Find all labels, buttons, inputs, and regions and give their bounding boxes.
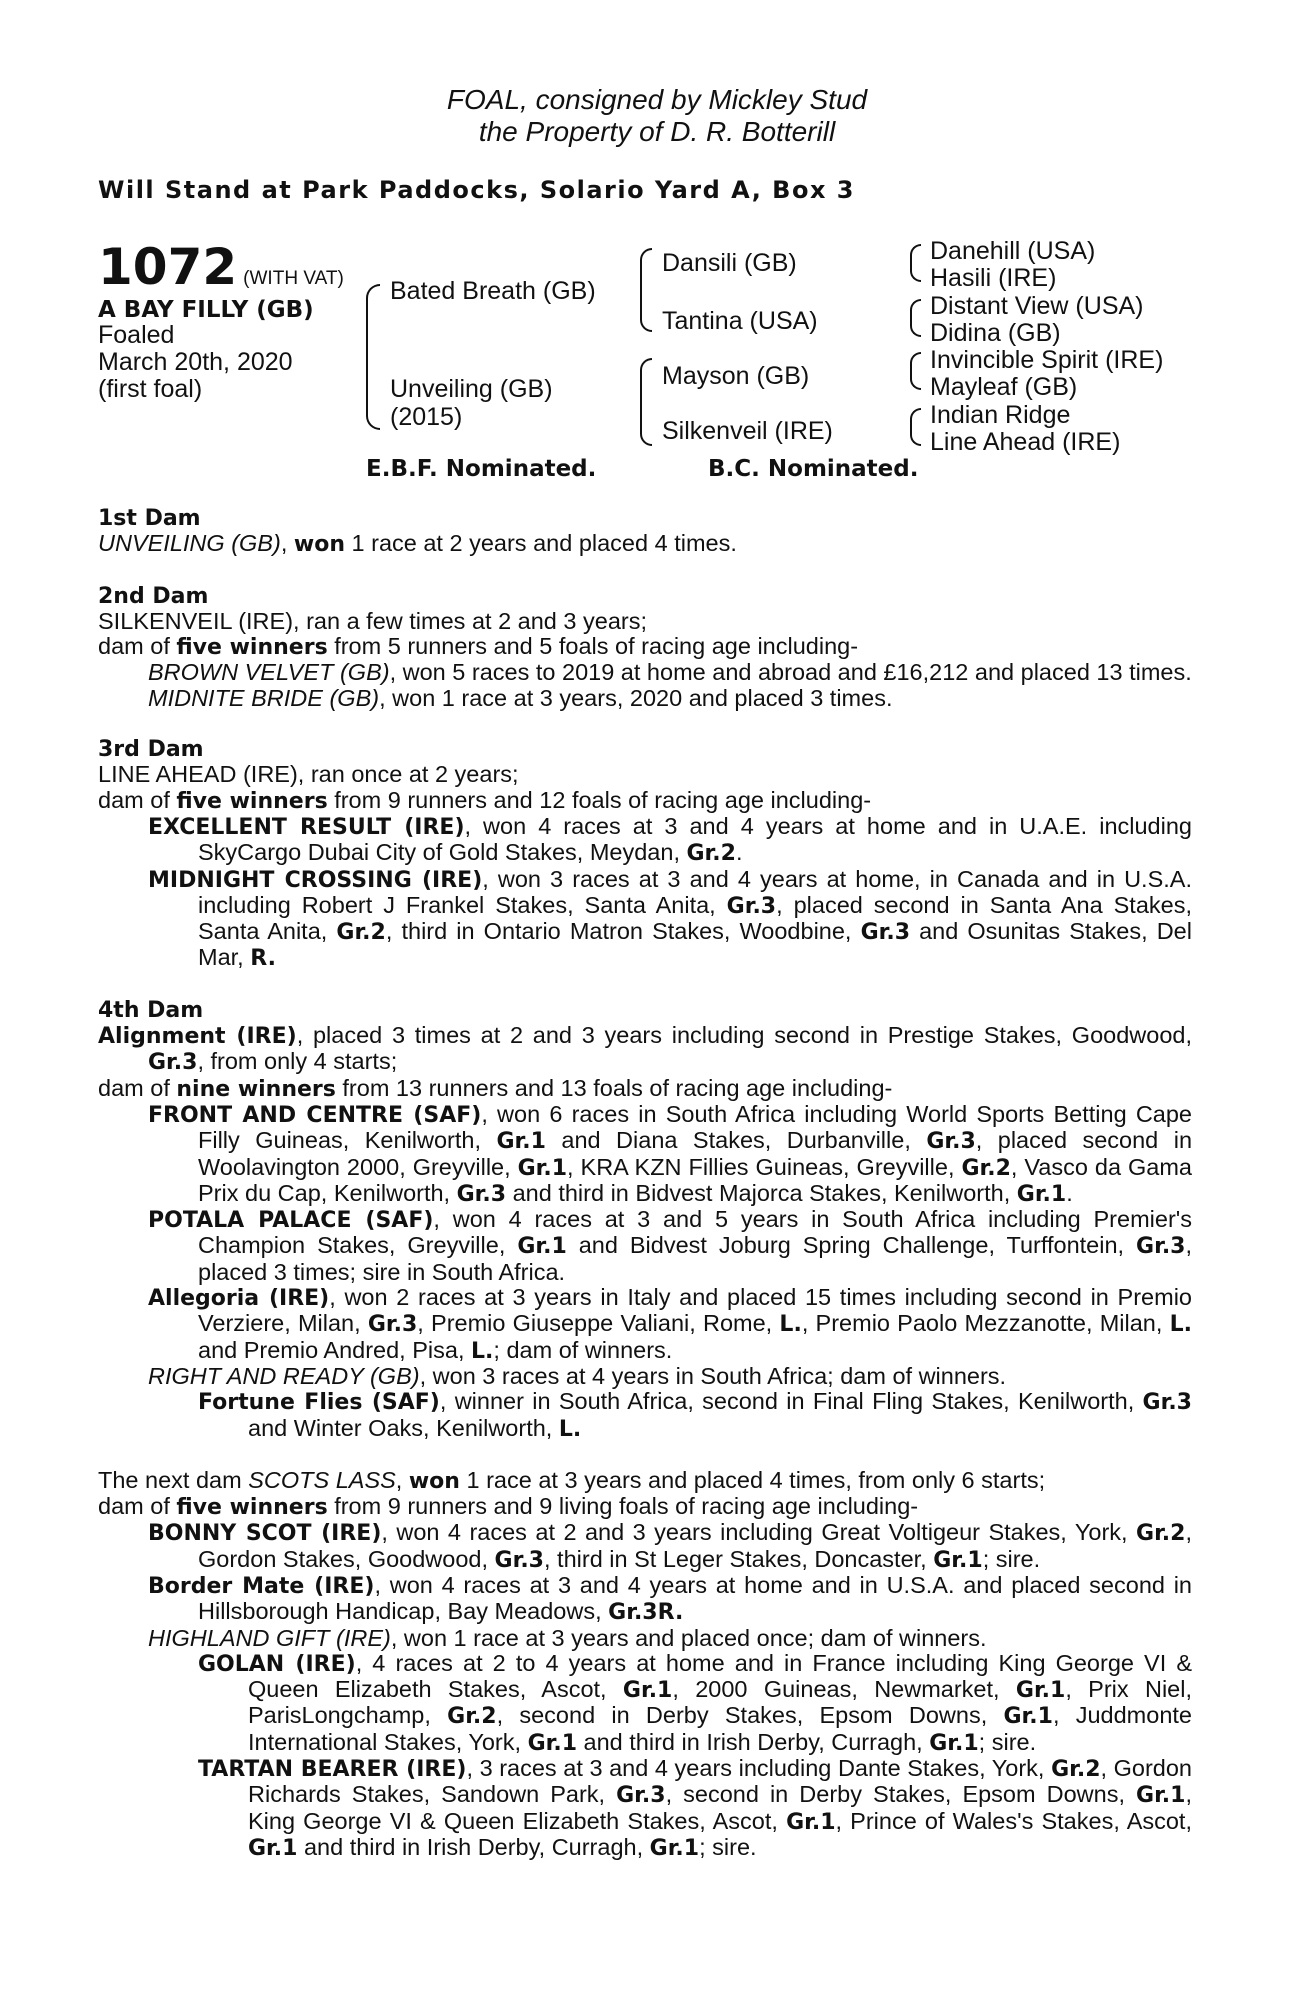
record-line: LINE AHEAD (IRE), ran once at 2 years; (98, 761, 519, 788)
record-line: Alignment (IRE), placed 3 times at 2 and 3 years including second in Prestige Stakes, Goodwood, Gr.3, from only 4 starts; (98, 1022, 1193, 1076)
pedigree-sire-sire: Dansili (GB) (662, 249, 797, 277)
fourth-dam-section (98, 998, 1192, 1442)
pedigree-g8: Line Ahead (IRE) (930, 428, 1121, 456)
vat-note: (WITH VAT) (243, 268, 344, 289)
first-dam-section (98, 506, 1192, 558)
record-line: The next dam SCOTS LASS, won 1 race at 3 years and placed 4 times, from only 6 starts; (98, 1466, 1046, 1494)
record-line: EXCELLENT RESULT (IRE), won 4 races at 3 and 4 years at home and in U.A.E. including SkyCargo Dubai City of Gold Stakes, Meydan, Gr.2. (148, 812, 1192, 867)
record-line: Allegoria (IRE), won 2 races at 3 years in Italy and placed 15 times including second in Premio Verziere, Milan, Gr.3, Premio Giuseppe Valiani, Rome, L., Premio Paolo Mezzanotte, Milan, L. and Premio Andred, Pisa, L.; dam of winners. (148, 1284, 1192, 1364)
foaled-date: March 20th, 2020 (98, 348, 293, 376)
next-dam-section (98, 1468, 1192, 1861)
record-line: MIDNITE BRIDE (GB), won 1 race at 3 years, 2020 and placed 3 times. (148, 684, 893, 711)
g-brace-4 (910, 408, 921, 446)
g-brace-1 (910, 244, 921, 282)
second-dam-lines (98, 609, 1192, 711)
bc-nominated: B.C. Nominated. (708, 456, 919, 482)
consignor-line: FOAL, consigned by Mickley Stud (446, 84, 868, 115)
second-dam-heading: 2nd Dam (98, 583, 209, 609)
location-line: Will Stand at Park Paddocks, Solario Yard A, Box 3 (98, 176, 855, 204)
pedigree-g3: Distant View (USA) (930, 292, 1144, 320)
lot-name: A BAY FILLY (GB) (98, 297, 314, 323)
record-line: Border Mate (IRE), won 4 races at 3 and 4 years at home and in U.S.A. and placed second in Hillsborough Handicap, Bay Meadows, Gr.3R. (148, 1571, 1192, 1626)
pedigree-g7: Indian Ridge (930, 401, 1071, 429)
foaled-label: Foaled (98, 321, 175, 349)
ebf-nominated: E.B.F. Nominated. (366, 456, 597, 482)
pedigree-g6: Mayleaf (GB) (930, 373, 1078, 401)
pedigree-dam-year: (2015) (390, 403, 463, 431)
record-line: dam of five winners from 9 runners and 9 living foals of racing age including- (98, 1493, 919, 1521)
next-dam-lines (98, 1468, 1192, 1861)
record-line: Fortune Flies (SAF), winner in South Africa, second in Final Fling Stakes, Kenilworth, Gr.3 and Winter Oaks, Kenilworth, L. (198, 1388, 1192, 1442)
g-brace-2 (910, 299, 921, 337)
lot-heading (98, 238, 344, 296)
sire-dam-brace (366, 284, 380, 430)
pedigree-g2: Hasili (IRE) (930, 264, 1057, 292)
record-line: POTALA PALACE (SAF), won 4 races at 3 and 5 years in South Africa including Premier's Champion Stakes, Greyville, Gr.1 and Bidvest Joburg Spring Challenge, Turffontein, Gr.3, placed 3 times; sire in South Africa. (148, 1206, 1193, 1285)
pedigree-g1: Danehill (USA) (930, 237, 1096, 265)
produce-record (98, 506, 1192, 1861)
fourth-dam-lines (98, 1023, 1192, 1442)
second-dam-section (98, 584, 1192, 711)
record-line: MIDNIGHT CROSSING (IRE), won 3 races at 3 and 4 years at home, in Canada and in U.S.A. including Robert J Frankel Stakes, Santa Anita, Gr.3, placed second in Santa Ana Stakes, Santa Anita, Gr.2, third in Ontario Matron Stakes, Woodbine, Gr.3 and Osunitas Stakes, Del Mar, R. (148, 865, 1192, 972)
sire-line-brace (640, 248, 652, 332)
record-line: BROWN VELVET (GB), won 5 races to 2019 at home and abroad and £16,212 and placed 13 times. (148, 659, 1192, 686)
fourth-dam-heading: 4th Dam (98, 997, 204, 1023)
pedigree-sire: Bated Breath (GB) (390, 277, 596, 305)
pedigree-sire-dam: Tantina (USA) (662, 307, 818, 335)
third-dam-section (98, 737, 1192, 972)
record-line: dam of five winners from 9 runners and 12 foals of racing age including- (98, 786, 872, 814)
record-line: SILKENVEIL (IRE), ran a few times at 2 and 3 years; (98, 607, 648, 634)
first-dam-text: UNVEILING (GB), won 1 race at 2 years and placed 4 times. (98, 530, 737, 558)
record-line: FRONT AND CENTRE (SAF), won 6 races in South Africa including World Sports Betting Cape Filly Guineas, Kenilworth, Gr.1 and Diana Stakes, Durbanville, Gr.3, placed second in Woolavington 2000, Greyville, Gr.1, KRA KZN Fillies Guineas, Greyville, Gr.2, Vasco da Gama Prix du Cap, Kenilworth, Gr.3 and third in Bidvest Majorca Stakes, Kenilworth, Gr.1. (148, 1100, 1193, 1207)
record-line: HIGHLAND GIFT (IRE), won 1 race at 3 years and placed once; dam of winners. (148, 1624, 987, 1651)
third-dam-heading: 3rd Dam (98, 737, 204, 763)
record-line: TARTAN BEARER (IRE), 3 races at 3 and 4 years including Dante Stakes, York, Gr.2, Gordon Richards Stakes, Sandown Park, Gr.3, second in Derby Stakes, Epsom Downs, Gr.1, King George VI & Queen Elizabeth Stakes, Ascot, Gr.1, Prince of Wales's Stakes, Ascot, Gr.1 and third in Irish Derby, Curragh, Gr.1; sire. (198, 1755, 1192, 1861)
third-dam-lines (98, 762, 1192, 971)
g-brace-3 (910, 352, 921, 390)
record-line: dam of nine winners from 13 runners and 13 foals of racing age including- (98, 1074, 893, 1102)
pedigree-dam-sire: Mayson (GB) (662, 362, 810, 390)
first-dam-heading: 1st Dam (98, 506, 201, 531)
dam-line-brace (640, 358, 652, 446)
record-line: BONNY SCOT (IRE), won 4 races at 2 and 3 years including Great Voltigeur Stakes, York, Gr.2, Gordon Stakes, Goodwood, Gr.3, third in St Leger Stakes, Doncaster, Gr.1; sire. (148, 1519, 1192, 1573)
record-line: GOLAN (IRE), 4 races at 2 to 4 years at home and in France including King George VI & Queen Elizabeth Stakes, Ascot, Gr.1, 2000 Guineas, Newmarket, Gr.1, Prix Niel, ParisLongchamp, Gr.2, second in Derby Stakes, Epsom Downs, Gr.1, Juddmonte International Stakes, York, Gr.1 and third in Irish Derby, Curragh, Gr.1; sire. (198, 1649, 1193, 1756)
record-line: RIGHT AND READY (GB), won 3 races at 4 years in South Africa; dam of winners. (148, 1362, 1007, 1389)
property-line: the Property of D. R. Botterill (478, 116, 836, 147)
pedigree-dam: Unveiling (GB) (390, 375, 553, 403)
pedigree-dam-dam: Silkenveil (IRE) (662, 417, 833, 445)
foal-note: (first foal) (98, 375, 203, 403)
record-line: dam of five winners from 5 runners and 5 foals of racing age including- (98, 633, 859, 661)
pedigree-g4: Didina (GB) (930, 319, 1061, 347)
lot-number: 1072 (98, 238, 238, 296)
pedigree-g5: Invincible Spirit (IRE) (930, 346, 1164, 374)
